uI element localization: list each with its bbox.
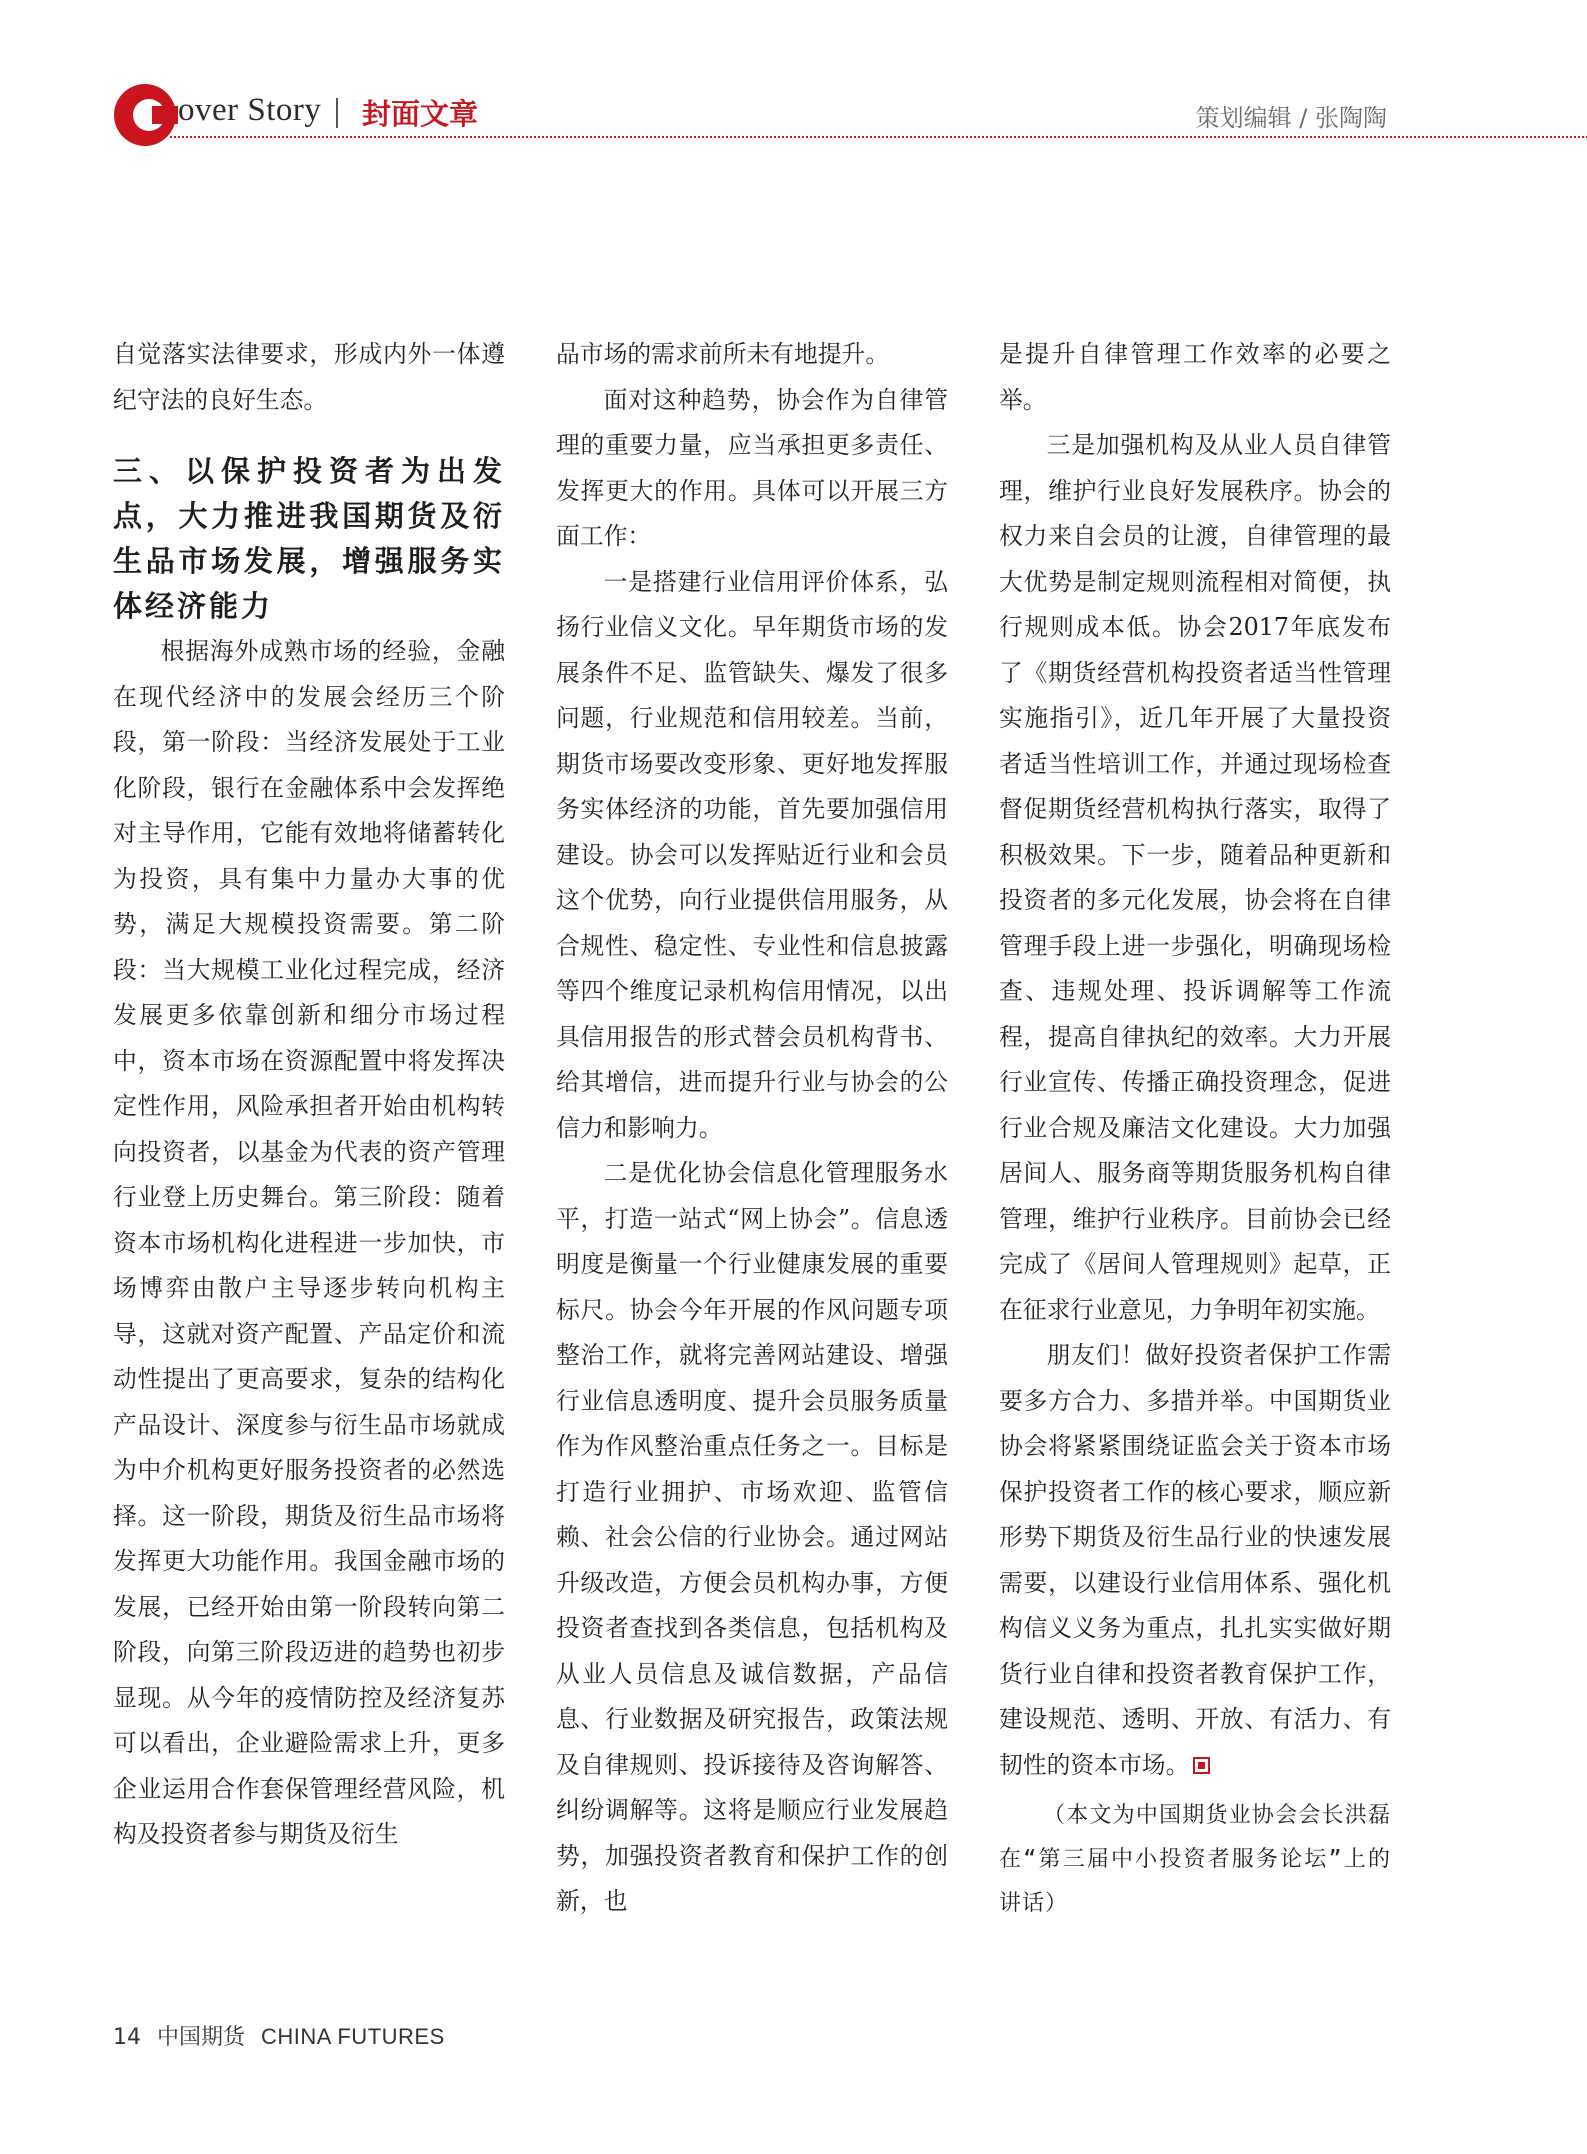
page-number: 14 bbox=[113, 2025, 141, 2050]
page-header bbox=[0, 0, 1587, 140]
header-separator bbox=[336, 98, 338, 128]
magazine-name-cn: 中国期货 bbox=[157, 2025, 246, 2050]
paragraph: 根据海外成熟市场的经验，金融在现代经济中的发展会经历三个阶段，第一阶段：当经济发展处于工业化阶段，银行在金融体系中会发挥绝对主导作用，它能有效地将储蓄转化为投资，具有集中力量办大事的优势，满足大规模投资需要。第二阶段：当大规模工业化过程完成，经济发展更多依靠创新和细分市场过程中，资本市场在资源配置中将发挥决定性作用，风险承担者开始由机构转向投资者，以基金为代表的资产管理行业登上历史舞台。第三阶段：随着资本市场机构化进程进一步加快，市场博弈由散户主导逐步转向机构主导，这就对资产配置、产品定价和流动性提出了更高要求，复杂的结构化产品设计、深度参与衍生品市场就成为中介机构更好服务投资者的必然选择。这一阶段，期货及衍生品市场将发挥更大功能作用。我国金融市场的发展，已经开始由第一阶段转向第二阶段，向第三阶段迈进的趋势也初步显现。从今年的疫情防控及经济复苏可以看出，企业避险需求上升，更多企业运用合作套保管理经营风险，机构及投资者参与期货及衍生 bbox=[113, 637, 505, 1848]
header-dotted-rule bbox=[170, 136, 1587, 138]
paragraph: 自觉落实法律要求，形成内外一体遵纪守法的良好生态。 bbox=[113, 340, 505, 414]
section-heading: 三、以保护投资者为出发点，大力推进我国期货及衍生品市场发展，增强服务实体经济能力 bbox=[113, 454, 505, 623]
column-3 bbox=[999, 332, 1391, 1926]
paragraph: 二是优化协会信息化管理服务水平，打造一站式“网上协会”。信息透明度是衡量一个行业健康发展的重要标尺。协会今年开展的作风问题专项整治工作，就将完善网站建设、增强行业信息透明度、提升会员服务质量作为作风整治重点任务之一。目标是打造行业拥护、市场欢迎、监管信赖、社会公信的行业协会。通过网站升级改造，方便会员机构办事，方便投资者查找到各类信息，包括机构及从业人员信息及诚信数据，产品信息、行业数据及研究报告，政策法规及自律规则、投诉接待及咨询解答、纠纷调解等。这将是顺应行业发展趋势，加强投资者教育和保护工作的创新，也 bbox=[556, 1159, 948, 1915]
paragraph: 是提升自律管理工作效率的必要之举。 bbox=[999, 340, 1391, 414]
column-1 bbox=[113, 332, 505, 1858]
magazine-name-en: CHINA FUTURES bbox=[261, 2024, 445, 2049]
source-note: （本文为中国期货业协会会长洪磊在“第三届中小投资者服务论坛”上的讲话） bbox=[999, 1803, 1391, 1916]
paragraph bbox=[999, 1333, 1391, 1788]
section-title: 封面文章 bbox=[362, 97, 479, 131]
cover-story-word: over Story bbox=[178, 92, 322, 128]
paragraph: 一是搭建行业信用评价体系，弘扬行业信义文化。早年期货市场的发展条件不足、监管缺失、爆发了很多问题，行业规范和信用较差。当前，期货市场要改变形象、更好地发挥服务实体经济的功能，首先要加强信用建设。协会可以发挥贴近行业和会员这个优势，向行业提供信用服务，从合规性、稳定性、专业性和信息披露等四个维度记录机构信用情况，以出具信用报告的形式替会员机构背书、给其增信，进而提升行业与协会的公信力和影响力。 bbox=[556, 567, 948, 1142]
end-mark-icon bbox=[1193, 1757, 1210, 1774]
page-footer bbox=[113, 2020, 461, 2051]
paragraph: 三是加强机构及从业人员自律管理，维护行业良好发展秩序。协会的权力来自会员的让渡，自律管理的最大优势是制定规则流程相对简便，执行规则成本低。协会2017年底发布了《期货经营机构投资者适当性管理实施指引》，近几年开展了大量投资者适当性培训工作，并通过现场检查督促期货经营机构执行落实，取得了积极效果。下一步，随着品种更新和投资者的多元化发展，协会将在自律管理手段上进一步强化，明确现场检查、违规处理、投诉调解等工作流程，提高自律执纪的效率。大力开展行业宣传、传播正确投资理念，促进行业合规及廉洁文化建设。大力加强居间人、服务商等期货服务机构自律管理，维护行业秩序。目前协会已经完成了《居间人管理规则》起草，正在征求行业意见，力争明年初实施。 bbox=[999, 431, 1391, 1324]
cover-story-logo-icon bbox=[112, 82, 178, 148]
closing-paragraph-text: 朋友们！做好投资者保护工作需要多方合力、多措并举。中国期货业协会将紧紧围绕证监会关于资本市场保护投资者工作的核心要求，顺应新形势下期货及衍生品行业的快速发展需要，以建设行业信用体系、强化机构信义义务为重点，扎扎实实做好期货行业自律和投资者教育保护工作，建设规范、透明、开放、有活力、有韧性的资本市场。 bbox=[999, 1341, 1391, 1779]
editor-credit: 策划编辑 / 张陶陶 bbox=[1195, 104, 1387, 132]
paragraph: 品市场的需求前所未有地提升。 bbox=[556, 340, 890, 368]
paragraph: 面对这种趋势，协会作为自律管理的重要力量，应当承担更多责任、发挥更大的作用。具体可以开展三方面工作： bbox=[556, 385, 948, 550]
column-2 bbox=[556, 332, 948, 1925]
